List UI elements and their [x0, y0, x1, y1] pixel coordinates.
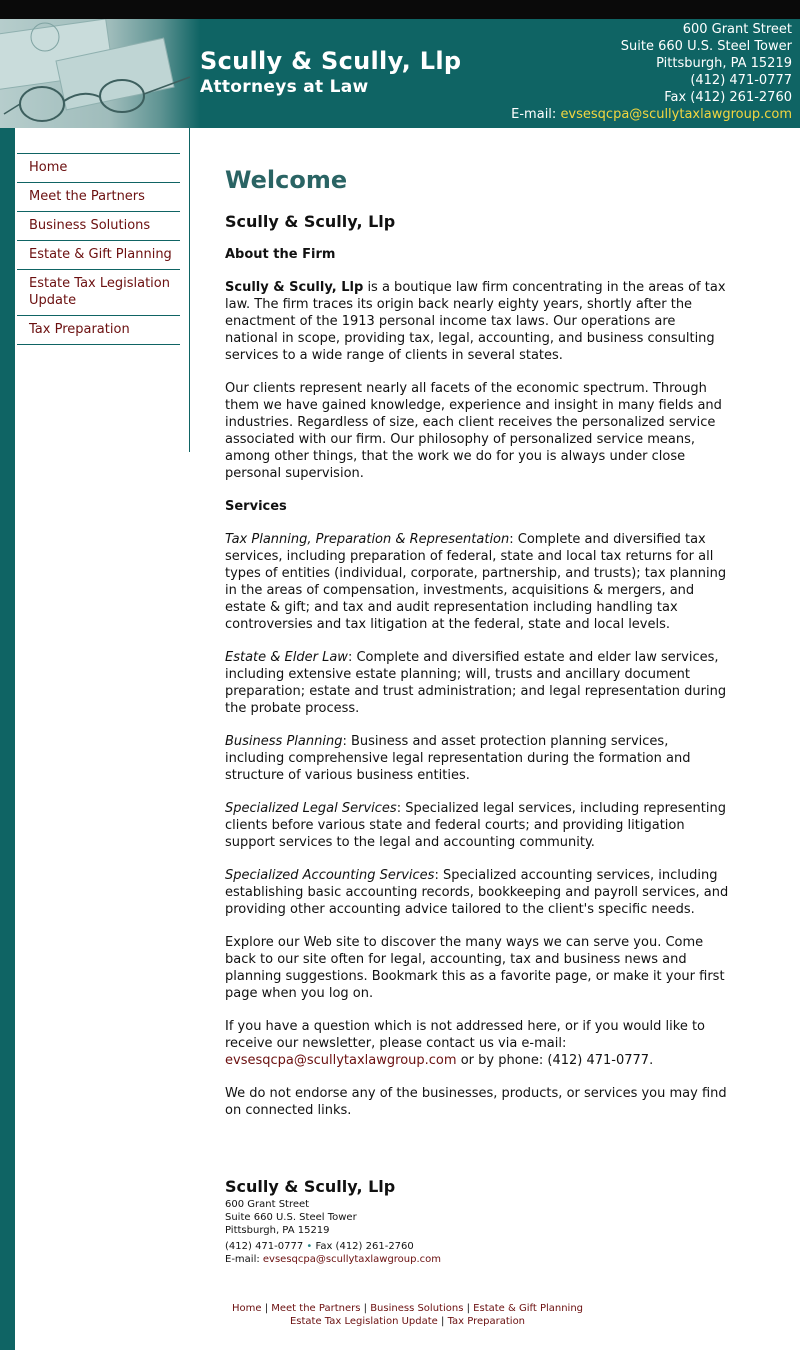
contact-text-start: If you have a question which is not addressed here, or if you would like to receive our newsletter, please contact us via e-mail:	[225, 1019, 706, 1051]
contact-text-end: or by phone: (412) 471-0777.	[456, 1053, 654, 1068]
main-content	[225, 165, 730, 1135]
footer-link-estate-gift-planning[interactable]: Estate & Gift Planning	[473, 1303, 584, 1314]
page-title: Welcome	[225, 166, 348, 194]
firm-heading: Scully & Scully, Llp	[225, 212, 396, 231]
eyeglasses-icon	[0, 19, 200, 128]
nav-item-home[interactable]: Home	[17, 154, 180, 183]
header-fax: Fax (412) 261-2760	[664, 90, 792, 105]
footer-separator: |	[363, 1303, 367, 1314]
sidebar-nav	[17, 153, 180, 345]
header-tagline: Attorneys at Law	[200, 77, 369, 97]
header-address-line3: Pittsburgh, PA 15219	[656, 56, 792, 71]
footer-phone-fax-row	[225, 1240, 625, 1253]
footer-fax: Fax (412) 261-2760	[315, 1241, 414, 1252]
service-title: Business Planning	[225, 734, 343, 749]
service-title: Tax Planning, Preparation & Representation	[225, 532, 510, 547]
header-phone: (412) 471-0777	[690, 73, 792, 88]
footer-email-row	[225, 1253, 625, 1266]
bullet-icon: •	[306, 1241, 313, 1252]
service-text: : Complete and diversified tax services, including preparation of federal, state and local tax returns for all types of entities (individual, corporate, partnership, and trusts); tax planning in the areas of compensation, investments, acquisitions & mergers, and estate & gift; and tax and audit representation including handling tax controversies and tax litigation at the federal, state and local levels.	[225, 532, 727, 632]
left-teal-strip	[0, 128, 15, 1350]
about-paragraph-1	[225, 279, 730, 364]
header-email-link[interactable]: evsesqcpa@scullytaxlawgroup.com	[560, 107, 792, 122]
nav-item-estate-tax-legislation-update[interactable]: Estate Tax Legislation Update	[17, 270, 180, 316]
header-photo-eyeglasses-money	[0, 19, 200, 128]
footer-link-meet-the-partners[interactable]: Meet the Partners	[271, 1303, 361, 1314]
footer-nav-row-2	[15, 1315, 800, 1328]
nav-item-business-solutions[interactable]: Business Solutions	[17, 212, 180, 241]
nav-item-estate-gift-planning[interactable]: Estate & Gift Planning	[17, 241, 180, 270]
nav-item-meet-the-partners[interactable]: Meet the Partners	[17, 183, 180, 212]
header-firm-name: Scully & Scully, Llp	[200, 47, 462, 75]
service-title: Specialized Accounting Services	[225, 868, 435, 883]
footer-separator: |	[264, 1303, 269, 1314]
footer-phone: (412) 471-0777	[225, 1241, 304, 1252]
footer-address-line2: Suite 660 U.S. Steel Tower	[225, 1212, 357, 1223]
footer-firm-name: Scully & Scully, Llp	[225, 1177, 396, 1196]
service-business-planning	[225, 733, 730, 784]
service-text: : Specialized accounting services, including establishing basic accounting records, bookkeeping and payroll services, and providing other accounting advice tailored to the client's specific needs.	[225, 868, 729, 917]
disclaimer-paragraph: We do not endorse any of the businesses, products, or services you may find on connected links.	[225, 1086, 727, 1118]
footer-link-estate-tax-legislation-update[interactable]: Estate Tax Legislation Update	[289, 1316, 438, 1327]
footer-address-line3: Pittsburgh, PA 15219	[225, 1225, 330, 1236]
footer-link-home[interactable]: Home	[231, 1303, 262, 1314]
footer-nav	[15, 1302, 800, 1328]
about-paragraph-2: Our clients represent nearly all facets of the economic spectrum. Through them we have gained knowledge, experience and insight in many fields and industries. Regardless of size, each client receives the personalized service associated with our firm. Our philosophy of personalized service means, among other things, that the work we do for you is always under close personal supervision.	[225, 381, 722, 481]
footer-email-link[interactable]: evsesqcpa@scullytaxlawgroup.com	[262, 1254, 442, 1265]
service-estate-elder-law	[225, 649, 730, 717]
footer-nav-row-1	[15, 1302, 800, 1315]
service-title: Specialized Legal Services	[225, 801, 397, 816]
footer-address-block	[225, 1177, 625, 1266]
about-firm-name: Scully & Scully, Llp	[225, 280, 364, 295]
service-text: : Complete and diversified estate and elder law services, including extensive estate planning; will, trusts and ancillary document preparation; estate and trust administration; and legal representation during the probate process.	[225, 650, 727, 716]
contact-email-link[interactable]: evsesqcpa@scullytaxlawgroup.com	[225, 1053, 457, 1068]
service-title: Estate & Elder Law	[225, 650, 348, 665]
about-heading: About the Firm	[225, 247, 336, 262]
contact-paragraph	[225, 1018, 730, 1069]
nav-item-tax-preparation[interactable]: Tax Preparation	[17, 316, 180, 345]
footer-address-line1: 600 Grant Street	[225, 1199, 310, 1210]
header-email-label: E-mail:	[511, 107, 561, 122]
service-specialized-legal	[225, 800, 730, 851]
about-paragraph-1-text: is a boutique law firm concentrating in the areas of tax law. The firm traces its origin back nearly eighty years, shortly after the enactment of the 1913 personal income tax laws. Our operations are national in scope, providing tax, legal, accounting, and business consulting services to a wide range of clients in several states.	[225, 280, 726, 363]
services-heading: Services	[225, 499, 287, 514]
service-text: : Business and asset protection planning services, including comprehensive legal representation during the formation and structure of various business entities.	[225, 734, 691, 783]
footer-link-business-solutions[interactable]: Business Solutions	[370, 1303, 464, 1314]
explore-paragraph: Explore our Web site to discover the many ways we can serve you. Come back to our site often for legal, accounting, tax and business news and planning suggestions. Bookmark this as a favorite page, or make it your first page when you log on.	[225, 935, 725, 1001]
header-address-line1: 600 Grant Street	[682, 22, 792, 37]
service-tax-planning	[225, 531, 730, 633]
top-black-bar	[0, 0, 800, 19]
service-specialized-accounting	[225, 867, 730, 918]
site-header	[0, 19, 800, 128]
header-contact-block	[511, 21, 792, 123]
footer-email-label: E-mail:	[225, 1254, 263, 1265]
service-text: : Specialized legal services, including representing clients before various state and federal courts; and providing litigation support services to the legal and accounting community.	[225, 801, 726, 850]
footer-separator: |	[466, 1303, 470, 1314]
footer-link-tax-preparation[interactable]: Tax Preparation	[447, 1316, 526, 1327]
header-email-row	[511, 106, 792, 123]
sidebar	[15, 128, 190, 452]
footer-separator: |	[441, 1316, 445, 1327]
header-address-line2: Suite 660 U.S. Steel Tower	[620, 39, 792, 54]
